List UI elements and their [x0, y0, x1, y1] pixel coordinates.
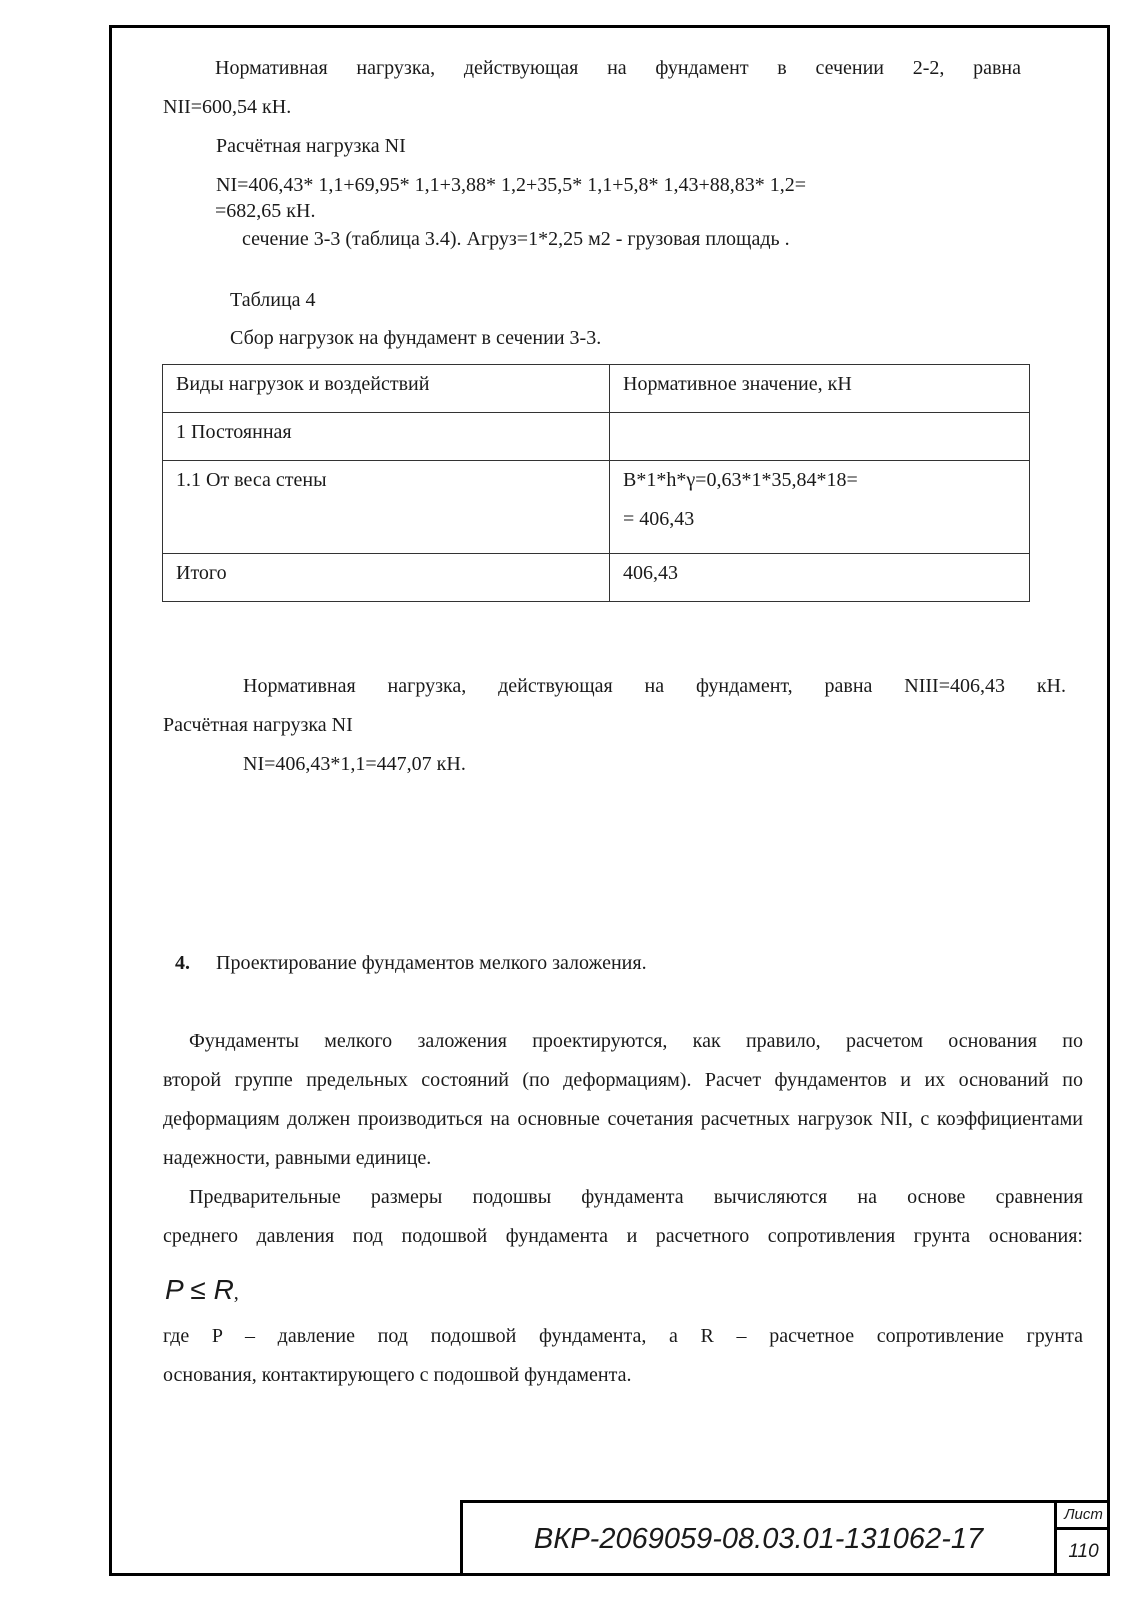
body-paragraph-3-first-line: где P – давление под подошвой фундамента, а R – расчетное сопротивление грунта [163, 1325, 1083, 1347]
after-table-line1: Нормативная нагрузка, действующая на фундамент, равна NIII=406,43 кН. [243, 675, 1066, 697]
table-row [163, 413, 1030, 461]
after-table-line2: Расчётная нагрузка NI [163, 714, 353, 736]
formula-text: P ≤ R [165, 1274, 234, 1305]
sheet-label: Лист [1057, 1503, 1110, 1530]
table-cell: 1 Постоянная [163, 413, 610, 461]
table-cell-line: B*1*h*γ=0,63*1*35,84*18= [623, 469, 858, 491]
table-row [163, 461, 1030, 554]
table-cell: 406,43 [610, 554, 1030, 602]
section-heading-number: 4. [175, 952, 190, 974]
body-paragraph-2-first-line: Предварительные размеры подошвы фундамента вычисляются на основе сравнения [189, 1186, 1083, 1208]
table-cell [610, 413, 1030, 461]
table-cell [610, 461, 1030, 554]
body-paragraph-3 [163, 1317, 1083, 1395]
table-header-row [163, 365, 1030, 413]
intro-paragraph-line1: Нормативная нагрузка, действующая на фундамент в сечении 2-2, равна [215, 57, 1021, 79]
table-number: Таблица 4 [230, 289, 316, 311]
after-table-line3: NI=406,43*1,1=447,07 кН. [243, 753, 466, 775]
table-cell: 1.1 От веса стены [163, 461, 610, 554]
calc-formula-line1: NI=406,43* 1,1+69,95* 1,1+3,88* 1,2+35,5* 1,1+5,8* 1,43+88,83* 1,2= [216, 174, 807, 196]
loads-table [162, 364, 1030, 602]
body-paragraph-2-rest: среднего давления под подошвой фундамента и расчетного сопротивления грунта основания: [163, 1225, 1083, 1247]
table-caption: Сбор нагрузок на фундамент в сечении 3-3. [230, 327, 602, 349]
formula-comma: , [233, 1282, 239, 1304]
table-header-cell: Нормативное значение, кН [610, 365, 1030, 413]
title-block-main [460, 1500, 1054, 1574]
body-paragraph-1-first-line: Фундаменты мелкого заложения проектируются, как правило, расчетом основания по [189, 1030, 1083, 1052]
sheet-number: 110 [1068, 1541, 1099, 1562]
table-row [163, 554, 1030, 602]
body-paragraph-1 [163, 1022, 1083, 1178]
calc-formula-line2: =682,65 кН. [215, 200, 316, 222]
section-heading-title: Проектирование фундаментов мелкого заложения. [216, 952, 647, 974]
document-code: ВКР-2069059-08.03.01-131062-17 [533, 1523, 984, 1555]
title-block-sheet [1054, 1500, 1110, 1576]
body-paragraph-3-rest: основания, контактирующего с подошвой фундамента. [163, 1364, 632, 1386]
section-line: сечение 3-3 (таблица 3.4). Агруз=1*2,25 м2 - грузовая площадь . [242, 228, 790, 250]
table-cell-line: = 406,43 [623, 508, 695, 530]
table-cell: Итого [163, 554, 610, 602]
intro-paragraph-line2: NII=600,54 кН. [163, 96, 292, 118]
calc-label: Расчётная нагрузка NI [216, 135, 406, 157]
body-paragraph-2 [163, 1178, 1083, 1256]
formula-p-le-r [165, 1275, 239, 1308]
table-header-cell: Виды нагрузок и воздействий [163, 365, 610, 413]
body-paragraph-1-rest: второй группе предельных состояний (по деформациям). Расчет фундаментов и их оснований по деформациям должен производиться на основные сочетания расчетных нагрузок NII, с коэффициентами надежности, равными единице. [163, 1069, 1083, 1169]
